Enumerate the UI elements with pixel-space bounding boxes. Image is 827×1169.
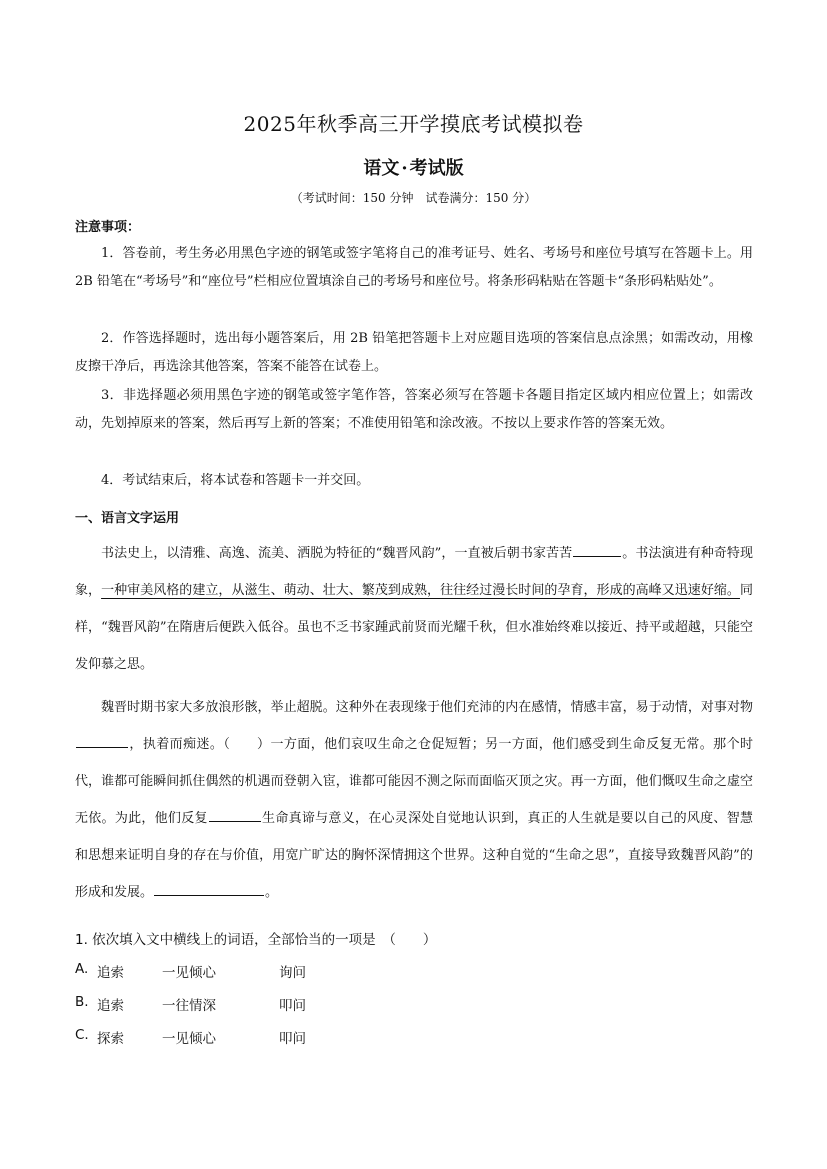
passage-paragraph-1 (75, 535, 753, 683)
fill-blank-1 (573, 542, 621, 557)
exam-meta: （考试时间：150 分钟 试卷满分：150 分） (290, 191, 537, 205)
notice-item-1: 1．答卷前，考生务必用黑色字迹的钢笔或签字笔将自己的准考证号、姓名、考场号和座位号填写在答题卡上。用 2B 铅笔在“考场号”和“座位号”栏相应位置填涂自己的考场号和座位号。将条形码粘贴在答题卡“条形码粘贴处”。 (75, 246, 753, 289)
passage-text: 生命真谛与意义，在心灵深处自觉地认识到，真正的人生就是要以自己的风度、智慧和思想来证明自身的存在与价值，用宽广旷达的胸怀深情拥这个世界。这种自觉的“生命之思”，直接导致魏晋风韵”的形成和发展。 (75, 811, 753, 900)
underlined-sentence: 一种审美风格的建立，从滋生、萌动、壮大、繁茂到成熟，往往经过漫长时间的孕育，形成的高峰又迅速好缩。 (101, 583, 740, 598)
option-word-2: 一往情深 (162, 998, 216, 1014)
option-word-1: 探索 (97, 1031, 124, 1047)
subtitle-dot: · (401, 158, 408, 179)
notice-heading: 注意事项： (75, 220, 141, 235)
fill-blank-4 (154, 881, 264, 896)
option-word-1: 追索 (97, 998, 124, 1014)
option-letter: C. (75, 1027, 89, 1043)
option-letter: A. (75, 961, 89, 977)
subject-label: 语文 (363, 158, 400, 179)
notice-item-2: 2．作答选择题时，选出每小题答案后，用 2B 铅笔把答题卡上对应题目选项的答案信息点涂黑；如需改动，用橡皮擦干净后，再选涂其他答案，答案不能答在试卷上。 (75, 331, 753, 374)
question-1-stem: 1. 依次填入文中横线上的词语，全部恰当的一项是 （ ） (75, 932, 437, 948)
option-word-2: 一见倾心 (162, 965, 216, 981)
version-label: 考试版 (409, 158, 464, 179)
passage-text: 书法史上，以清雅、高逸、流美、洒脱为特征的“魏晋风韵”，一直被后朝书家苦苦 (101, 546, 573, 561)
passage-text: ，执着而痴迷。（ ）一方面，他们哀叹生命之仓促短暂；另一方面，他们感受到生命反复无常。那个时代，谁都可能瞬间抓住偶然的机遇而登朝入宦，谁都可能因不测之际而面临灭顶之灾。再一方面，他们慨叹生命之虚空无依。为此，他们反复 (75, 737, 753, 826)
option-word-1: 追索 (97, 965, 124, 981)
notice-item-4: 4．考试结束后，将本试卷和答题卡一并交回。 (101, 473, 370, 488)
option-word-2: 一见倾心 (162, 1031, 216, 1047)
option-word-3: 叩问 (279, 998, 306, 1014)
exam-title: 2025年秋季高三开学摸底考试模拟卷 (243, 112, 584, 136)
passage-text: 同样，“魏晋风韵”在隋唐后便跌入低谷。虽也不乏书家踵武前贤而光耀千秋，但水准始终难以接近、持平或超越，只能空发仰慕之思。 (75, 583, 753, 672)
exam-subtitle (0, 154, 827, 180)
passage-text: 。 (265, 885, 279, 900)
notice-item-3: 3．非选择题必须用黑色字迹的钢笔或签字笔作答，答案必须写在答题卡各题目指定区域内相应位置上；如需改动，先划掉原来的答案，然后再写上新的答案；不准使用铅笔和涂改液。不按以上要求作答的答案无效。 (75, 388, 753, 431)
fill-blank-2 (76, 733, 128, 748)
option-word-3: 询问 (279, 965, 306, 981)
option-word-3: 叩问 (279, 1031, 306, 1047)
passage-text: 。书法演进有种奇特现象， (75, 546, 753, 598)
fill-blank-3 (209, 807, 261, 822)
option-letter: B. (75, 994, 89, 1010)
passage-text: 魏晋时期书家大多放浪形骸，举止超脱。这种外在表现缘于他们充沛的内在感情，情感丰富，易于动情，对事对物 (101, 700, 753, 715)
section-heading: 一、语言文字运用 (75, 511, 180, 526)
passage-paragraph-2 (75, 689, 753, 911)
